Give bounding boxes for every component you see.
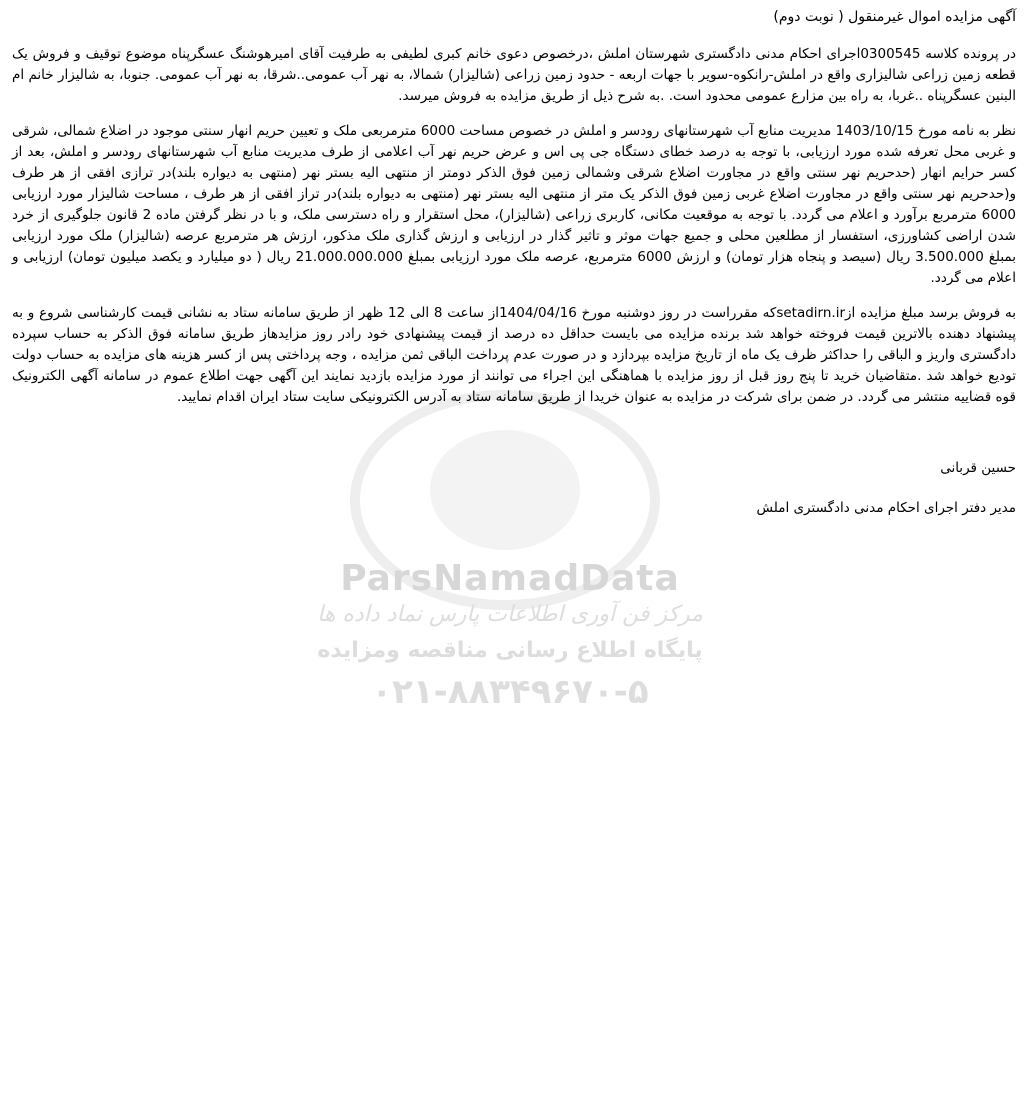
watermark-tagline: مرکز فن آوری اطلاعات پارس نماد داده ها bbox=[317, 602, 703, 627]
signatory-name: حسین قربانی bbox=[940, 460, 1016, 476]
signature-block bbox=[12, 456, 1016, 520]
paragraph-case-details: در پرونده کلاسه 0300545اجرای احکام مدنی دادگستری شهرستان املش ،درخصوص دعوی خانم کبری لطیفی به طرفیت آقای امیرهوشنگ عسگرپناه موضوع توقیف و فروش یک قطعه زمین زراعی شالیزاری واقع در املش-رانکوه-سویر با جهات اربعه - حدود زمین زراعی (شالیزار) شمالا، به نهر آب عمومی..شرقا، به نهر آب عمومی. جنوبا، به شالیزار خانم ام البنین عسگرپناه ..غربا، به راه بین مزارع عمومی محدود است. .به شرح ذیل از طریق مزایده به فروش میرسد. bbox=[12, 46, 1017, 104]
notice-body bbox=[12, 6, 1016, 520]
watermark-phone: ۰۲۱-۸۸۳۴۹۶۷۰-۵ bbox=[371, 672, 649, 712]
watermark-subtitle: پایگاه اطلاع رسانی مناقصه ومزایده bbox=[317, 638, 703, 663]
watermark-brand: ParsNamadData bbox=[340, 558, 680, 599]
notice-title: آگهی مزایده اموال غیرمنقول ( نوبت دوم) bbox=[773, 9, 1016, 25]
paragraph-auction-terms: به فروش برسد مبلغ مزایده ازsetadirn.irکه مقرراست در روز دوشنبه مورخ 1404/04/16از ساعت 8 الی 12 ظهر از طریق سامانه ستاد به نشانی قیمت کارشناسی شروع و به پیشنهاد دهنده بالاترین قیمت فروخته خواهد شد برنده مزایده می بایست حداقل ده درصد از قیمت پیشنهادی خود رادر روز مزایدهاز طریق سامانه فوق الذکر به حساب سپرده دادگستری واریز و الباقی را حداکثر ظرف یک ماه از تاریخ مزایده بپردازد و در صورت عدم پرداخت الباقی ثمن مزایده ، وجه پرداختی پس از کسر هزینه های مزایده به حساب دولت تودیع خواهد شد .متقاضیان خرید تا پنج روز قبل از روز مزایده با هماهنگی این اجراء می توانند از مورد مزایده بازدید نمایند این آگهی جهت اطلاع عموم در سامانه آگهی الکترونیک قوه قضاییه منتشر می گردد. در ضمن برای شرکت در مزایده به عنوان خریدا از طریق سامانه ستاد به آدرس الکترونیکی سایت ستاد ایران اقدام نمایید. bbox=[12, 305, 1016, 405]
signatory-position: مدیر دفتر اجرای احکام مدنی دادگستری املش bbox=[756, 500, 1016, 516]
paragraph-valuation: نظر به نامه مورخ 1403/10/15 مدیریت منابع آب شهرستانهای رودسر و املش در خصوص مساحت 6000 مترمربعی ملک و تعیین حریم انهار سنتی موجود در اضلاع شمالی، شرقی و غربی محل تعرفه شده مورد ارزیابی، با توجه به درصد خطای دستگاه جی پی اس و عرض حریم نهر آب اعلامی از طرف مدیریت منابع آب شهرستانهای رودسر و املش، بعد از کسر حرایم انهار (حدحریم نهر سنتی واقع در مجاورت اضلاع شرقی وشمالی زمین فوق الذکر دومتر از منتهی الیه بستر نهر (منتهی به دیواره بلند)در ترازی افقی از هر طرف و(حدحریم نهر سنتی واقع در مجاورت اضلاع غربی زمین فوق الذکر یک متر از منتهی الیه بستر نهر (منتهی به دیواره بلند)در تراز افقی از هر طرف ، مساحت شالیزار مورد ارزیابی 6000 مترمربع برآورد و اعلام می گردد. با توجه به موقعیت مکانی، کاربری زراعی (شالیزار)، محل استقرار و راه دسترسی ملک، و با در نظر گرفتن ماده 2 قانون جلوگیری از خرد شدن اراضی کشاورزی، استفسار از مطلعین محلی و جمیع جهات موثر و تاثیر گذار در ارزیابی و ارزش گذاری ملک مذکور، ارزش هر مترمربع عرصه (شالیزار) ملک مورد ارزیابی بمبلغ 3.500.000 ریال (سیصد و پنجاه هزار تومان) و ارزش 6000 مترمربع، عرصه ملک مورد ارزیابی بمبلغ 21.000.000.000 ریال ( دو میلیارد و یکصد میلیون تومان) ارزیابی و اعلام می گردد. bbox=[12, 123, 1016, 286]
